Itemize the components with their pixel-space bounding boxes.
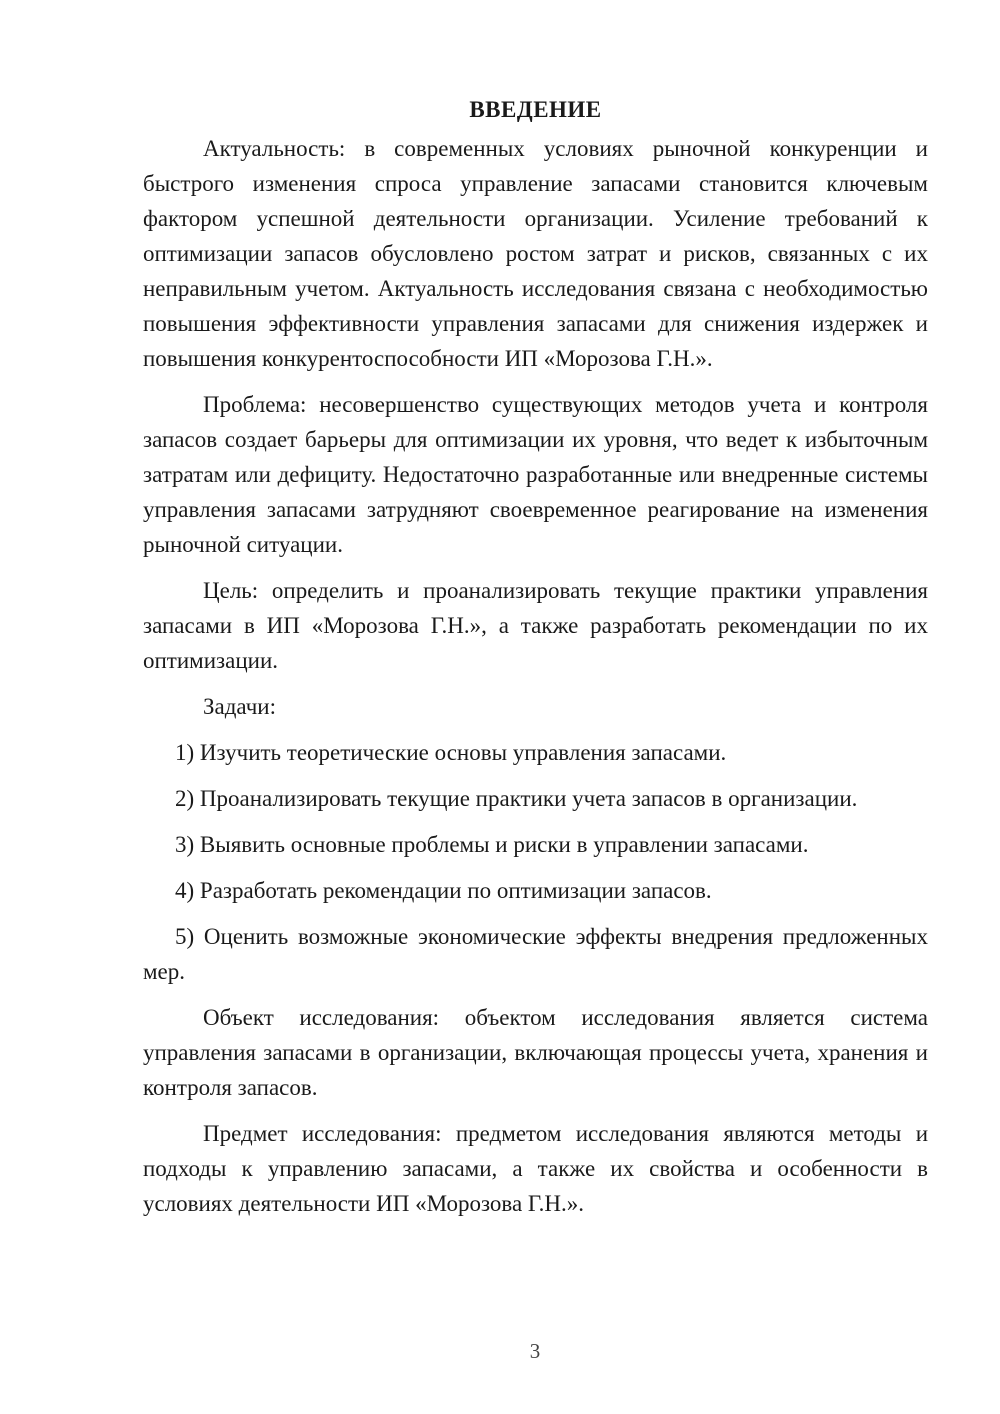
problem-paragraph: Проблема: несовершенство существующих методов учета и контроля запасов создает барьеры для оптимизации их уровня, что ведет к избыточным затратам или дефициту. Недостаточно разработанные или внедренные системы управления запасами затрудняют своевременное реагирование на изменения рыночной ситуации. xyxy=(143,392,928,557)
task-item-4: 4) Разработать рекомендации по оптимизации запасов. xyxy=(175,878,712,903)
relevance-paragraph: Актуальность: в современных условиях рыночной конкуренции и быстрого изменения спроса управление запасами становится ключевым фактором успешной деятельности организации. Усиление требований к оптимизации запасов обусловлено ростом затрат и рисков, связанных с их неправильным учетом. Актуальность исследования связана с необходимостью повышения эффективности управления запасами для снижения издержек и повышения конкурентоспособности ИП «Морозова Г.Н.». xyxy=(143,136,928,371)
object-paragraph: Объект исследования: объектом исследования является система управления запасами в организации, включающая процессы учета, хранения и контроля запасов. xyxy=(143,1005,928,1100)
task-item-1: 1) Изучить теоретические основы управления запасами. xyxy=(175,740,727,765)
task-item-3: 3) Выявить основные проблемы и риски в управлении запасами. xyxy=(175,832,809,857)
task-item-2: 2) Проанализировать текущие практики учета запасов в организации. xyxy=(175,786,858,811)
goal-paragraph: Цель: определить и проанализировать текущие практики управления запасами в ИП «Морозова Г.Н.», а также разработать рекомендации по их оптимизации. xyxy=(143,578,928,673)
page-content xyxy=(143,92,928,1232)
section-heading: ВВЕДЕНИЕ xyxy=(469,97,602,122)
subject-paragraph: Предмет исследования: предметом исследования являются методы и подходы к управлению запасами, а также их свойства и особенности в условиях деятельности ИП «Морозова Г.Н.». xyxy=(143,1121,928,1216)
task-item-5: 5) Оценить возможные экономические эффекты внедрения предложенных мер. xyxy=(143,924,928,984)
tasks-label: Задачи: xyxy=(203,694,276,719)
page-number: 3 xyxy=(529,1339,541,1363)
